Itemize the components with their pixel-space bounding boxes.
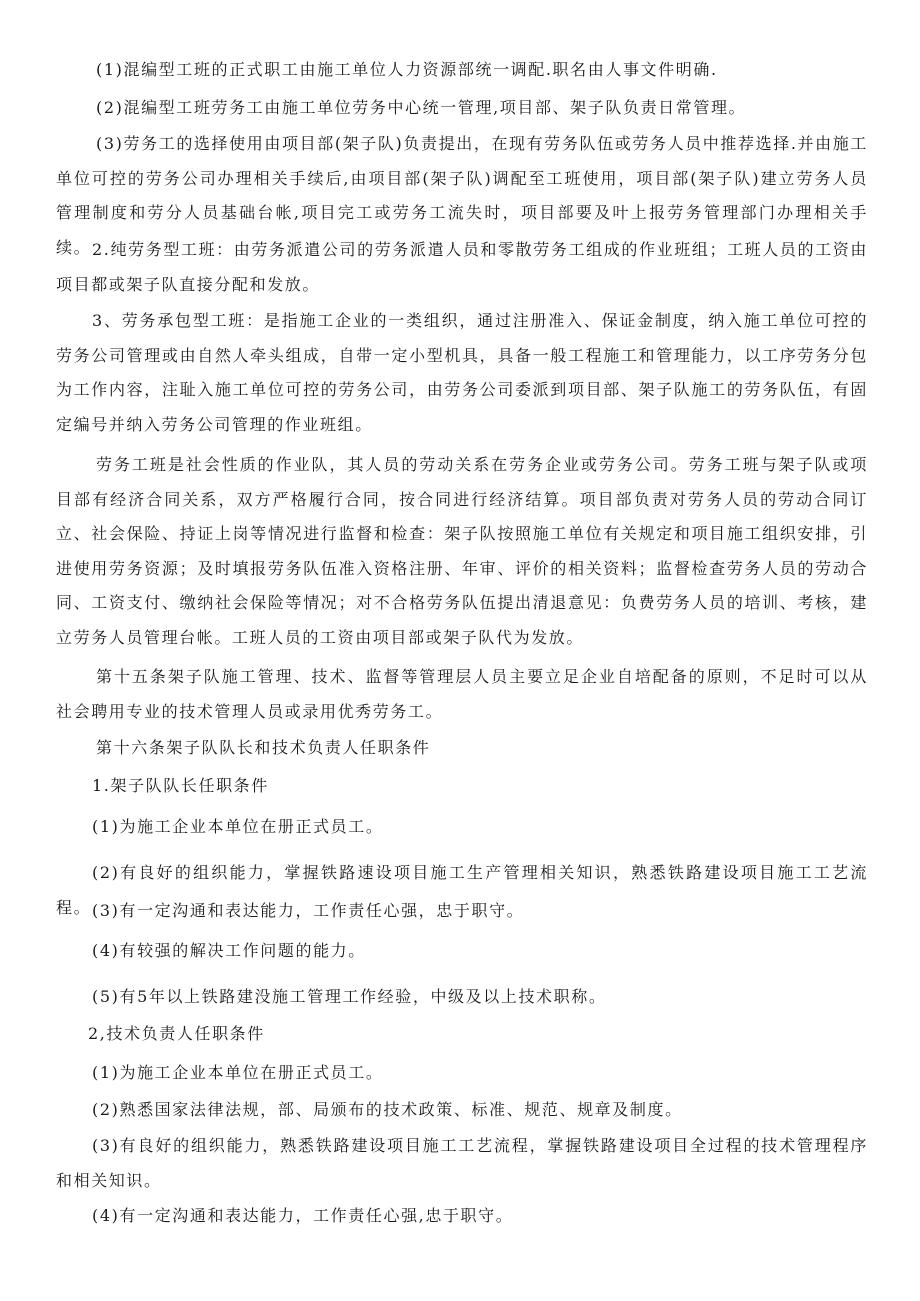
item-tech-4: (4)有一定沟通和表达能力，工作责任心强,忠于职守。 [92,1206,514,1225]
item-leader-1: (1)为施工企业本单位在册正式员工。 [92,817,384,836]
paragraph-labor-team-nature: 劳务工班是社会性质的作业队，其人员的劳动关系在劳务企业或劳务公司。劳务工班与架子队或项目部有经济合同关系，双方严格履行合同，按合同进行经济结算。项目部负责对劳务人员的劳动合同订立、社会保险、持证上岗等情况进行监督和检查：架子队按照施工单位有关规定和项目施工组织安排，引进使用劳务资源；及时填报劳务队伍准入资格注册、年审、评价的相关资料；监督检查劳务人员的劳动合同、工资支付、缴纳社会保险等情况；对不合格劳务队伍提出清退意见：负费劳务人员的培训、考核，建立劳务人员管理台帐。工班人员的工资由项目部或架子队代为发放。 [56,455,868,647]
heading-tech-lead-conditions: 2,技术负责人任职条件 [88,1024,265,1043]
paragraph-article-15: 第十五条架子队施工管理、技术、监督等管理层人员主要立足企业自培配备的原则，不足时可以从社会聘用专业的技术管理人员或录用优秀劳务工。 [56,667,868,721]
paragraph-mixed-team-labor: (2)混编型工班劳务工由施工单位劳务中心统一管理,项目部、架子队负责日常管理。 [96,98,747,117]
item-tech-2: (2)熟悉国家法律法规，部、局颁布的技术政策、标准、规范、规章及制度。 [92,1100,683,1119]
paragraph-mixed-team-staff: (1)混编型工班的正式职工由施工单位人力资源部统一调配.职名由人事文件明确. [96,60,718,79]
paragraph-labor-contract-team: 3、劳务承包型工班：是指施工企业的一类组织，通过注册准入、保证金制度，纳入施工单位可控的劳务公司管理或由自然人牵头组成，自带一定小型机具，具备一般工程施工和管理能力，以工序劳务分包为工作内容，注耻入施工单位可控的劳务公司，由劳务公司委派到项目部、架子队施工的劳务队伍，有固定编号并纳入劳务公司管理的作业班组。 [56,311,868,434]
paragraph-article-16: 第十六条架子队队长和技术负责人任职条件 [96,738,431,757]
item-leader-4: (4)有较强的解决工作问题的能力。 [92,941,366,960]
item-leader-2: (2)有良好的组织能力，掌握铁路速设项目施工生产管理相关知识，熟悉铁路建设项目施工工艺流程。 [56,863,868,917]
item-tech-1: (1)为施工企业本单位在册正式员工。 [92,1063,384,1082]
item-tech-3: (3)有良好的组织能力，熟悉铁路建设项目施工工艺流程，掌握铁路建设项目全过程的技术管理程序和相关知识。 [56,1136,868,1190]
heading-team-leader-conditions: 1.架子队队长任职条件 [92,776,269,795]
item-leader-5: (5)有5年以上铁路建没施工管理工作经验，中级及以上技术职称。 [92,987,607,1006]
paragraph-pure-labor-team: 2.纯劳务型工班：由劳务派遣公司的劳务派遣人员和零散劳务工组成的作业班组；工班人员的工资由项目都或架子队直接分配和发放。 [56,240,868,294]
paragraph-labor-selection: (3)劳务工的选择使用由项目部(架子队)负责提出，在现有劳务队伍或劳务人员中推荐选择.并由施工单位可控的劳务公司办理相关手续后,由项目部(架子队)调配至工班使用，项目部(架子队)建立劳务人员管理制度和劳分人员基础台帐,项目完工或劳务工流失时，项目部要及叶上报劳务管理部门办理相关手续。 [56,134,868,257]
item-leader-3: (3)有一定沟通和表达能力，工作责任心强，忠于职守。 [92,901,525,920]
